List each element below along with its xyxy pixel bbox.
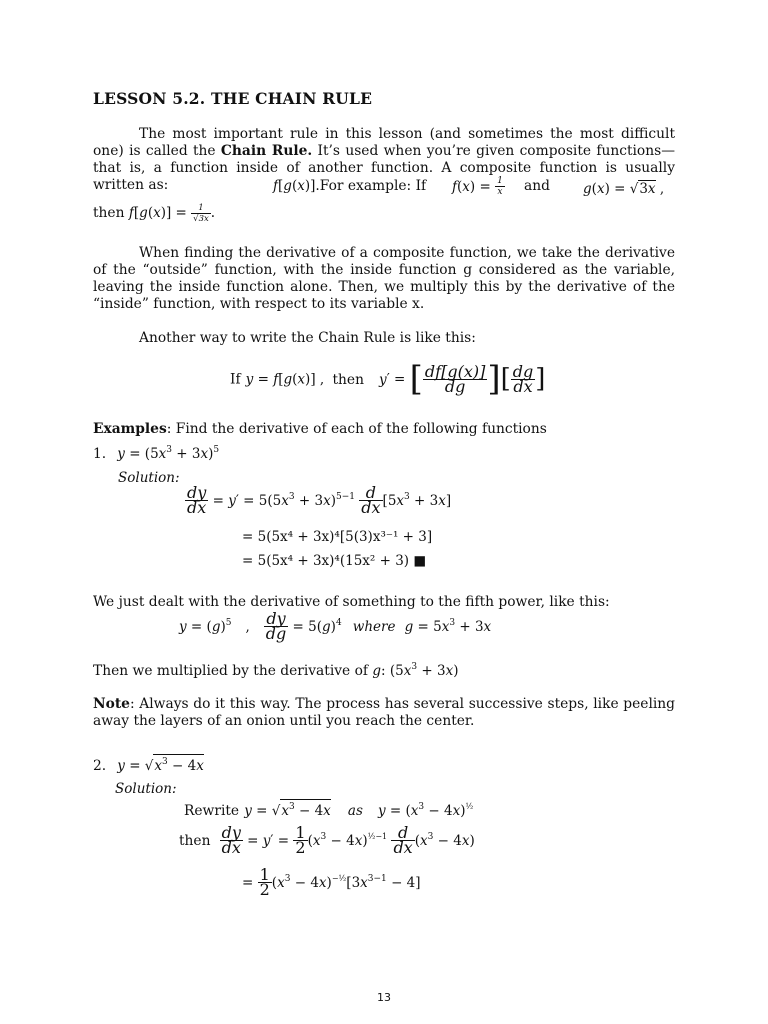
example-1-solution-label: Solution: bbox=[118, 470, 180, 486]
lesson-title: LESSON 5.2. THE CHAIN RULE bbox=[93, 89, 373, 108]
derivative-paragraph: When finding the derivative of a composite function, we take the derivative of the “outside” function, with the inside function g considered as the variable, leaving the inside function alone. Then, we multiply this by the derivative of the “inside” function, with respect to its variable x. bbox=[93, 245, 675, 312]
example-2-step-2: = $\frac{1}{2}$ $(x^3 - 4x)^{-\frac{1}{2}}[3x^{3-1} - 4]$ bbox=[242, 865, 421, 899]
example-label: .For example: If bbox=[315, 178, 427, 194]
fifth-power-paragraph: We just dealt with the derivative of something to the fifth power, like this: bbox=[93, 594, 610, 610]
then-label: then bbox=[93, 205, 125, 221]
power-rule-example: $y = (g)^5$ , $\frac{dy}{dg}$ = $5(g)^4$ where $g = 5x^3 + 3x$ bbox=[179, 609, 492, 643]
example-2-step-1: then $\frac{dy}{dx}$ = y′ = $\frac{1}{2}$ $(x^3 - 4x)^{\frac{1}{2}-1}$ $\frac{d}{dx}$ $(x^3 - 4x)$ bbox=[179, 823, 475, 857]
examples-heading bbox=[93, 421, 547, 437]
inside-derivative-paragraph: Then we multiplied by the derivative of g: $(5x^3 + 3x)$ bbox=[93, 662, 459, 679]
note-paragraph bbox=[93, 696, 675, 730]
g-definition: g(x) = √3x , bbox=[583, 181, 665, 197]
example-1-step-3: = 5(5x⁴ + 3x)⁴(15x² + 3) ■ bbox=[242, 553, 427, 569]
example-1-number: 1. bbox=[93, 446, 107, 462]
example-1-step-1: $\frac{dy}{dx}$ = $y' = 5(5x^3 + 3x)^{5-1}$ $\frac{d}{dx}$ $[5x^3 + 3x]$ bbox=[187, 483, 452, 517]
examples-label: Examples bbox=[93, 421, 167, 437]
f-definition: f(x) = $\frac{1}{x}$ bbox=[452, 176, 503, 197]
example-1-step-2: = 5(5x⁴ + 3x)⁴[5(3)x³⁻¹ + 3] bbox=[242, 529, 433, 545]
example-2-solution-label: Solution: bbox=[115, 781, 177, 797]
composite-notation: f[g(x)] bbox=[273, 178, 316, 194]
example-2-number: 2. bbox=[93, 758, 107, 774]
examples-text: : Find the derivative of each of the following functions bbox=[166, 421, 547, 437]
another-way-paragraph: Another way to write the Chain Rule is like this: bbox=[139, 330, 476, 346]
example-1-problem: 1. $y = (5x^3 + 3x)^5$ bbox=[93, 445, 220, 462]
example-2-rewrite: Rewrite $y = √x^3 - 4x$ as $y = (x^3 - 4x)^{\frac{1}{2}}$ bbox=[184, 800, 473, 819]
rewrite-label: Rewrite bbox=[184, 803, 240, 819]
note-text: : Always do it this way. The process has several successive steps, like peeling away the layers of an onion until you reach the center. bbox=[93, 696, 675, 729]
intro-text-1: The most important rule in this lesson (and sometimes the most difficult one) is called the bbox=[93, 126, 675, 159]
chain-rule-term: Chain Rule. bbox=[220, 143, 313, 159]
intro-text-2: It’s used when you’re given composite functions—that is, a function inside of another function. A composite function is usually written as: bbox=[93, 143, 675, 193]
if-label: If bbox=[230, 371, 241, 388]
and-label: and bbox=[524, 178, 550, 194]
composite-example-line bbox=[93, 178, 426, 194]
then-label: then bbox=[332, 371, 364, 388]
then-label: then bbox=[179, 833, 211, 849]
chain-rule-formula: If y = f[g(x)] , then y′ = [ $\frac{df[g(x)]}{dg}$ ][ $\frac{dg}{dx}$ ] bbox=[230, 359, 546, 399]
example-2-problem: 2. $y = √x^3 - 4x$ bbox=[93, 755, 204, 774]
where-label: where bbox=[352, 619, 396, 635]
inside-derivative-text: Then we multiplied by the derivative of bbox=[93, 663, 368, 679]
note-label: Note bbox=[93, 696, 130, 712]
composite-result-line: then f[g(x)] = $\frac{1}{√3x}$ . bbox=[93, 203, 216, 224]
as-label: as bbox=[347, 803, 363, 819]
page-number: 13 bbox=[377, 991, 391, 1004]
